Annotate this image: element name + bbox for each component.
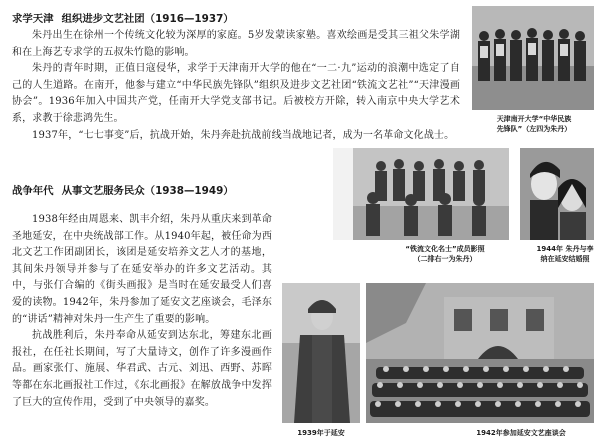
section1-heading [12, 10, 234, 25]
section1-subtitle: 组织进步文艺社团（1916—1937） [61, 13, 234, 25]
photo-yanan-1939 [282, 283, 360, 423]
section1-paragraph: 1937年，“七七事变”后，抗战开始，朱丹奔赴抗战前线当战地记者，成为一名革命文化战士。 [32, 129, 455, 141]
section1-title: 求学天津 [12, 13, 54, 25]
section2-title: 战争年代 [12, 185, 54, 197]
caption-line: （二排右一为朱丹） [413, 255, 477, 263]
caption-line: 1939年于延安 [297, 429, 345, 437]
caption-photo-tieliu [375, 244, 515, 264]
caption-line: 1942年参加延安文艺座谈会 [476, 429, 566, 437]
caption-line: 先锋队”（左四为朱丹） [496, 125, 572, 133]
section2-subtitle: 从事文艺服务民众（1938—1949） [61, 185, 234, 197]
section2-paragraph: 1938年经由周恩来、凯丰介绍，朱丹从重庆来到革命圣地延安，在中央统战部工作。从1940年起，被任命为西北文艺工作团副团长，该团是延安培养文艺人才的基地，其间朱丹领导并参与了在延安举办的许多文艺活动。其中，与张仃合编的《街头画报》是当时在延安最受人们喜爱的读物。1942年，朱丹参加了延安文艺座谈会，毛泽东的“讲话”精神对朱丹一生产生了重要的影响。 [12, 214, 272, 325]
caption-photo-wedding [530, 244, 600, 264]
section1-paragraph: 朱丹出生在徐州一个传统文化较为深厚的家庭。5岁发蒙读家塾。喜欢绘画是受其三祖父朱学湖和在上海艺专求学的五叔朱竹隐的影响。 [12, 30, 460, 58]
caption-photo-forum [446, 428, 596, 438]
caption-photo-1939 [282, 428, 360, 438]
photo-tieliu-group [333, 148, 509, 240]
caption-line: 1944年 朱丹与李 [536, 245, 594, 253]
caption-photo-nankai [468, 114, 600, 134]
photo-wedding-portrait [520, 148, 594, 240]
photo-yanan-forum-1942 [366, 283, 594, 423]
caption-line: 纳在延安结婚照 [540, 255, 590, 263]
section2-paragraph: 抗战胜利后，朱丹奉命从延安到达东北，筹建东北画报社，在任社长期间，写了大量诗文，创作了许多漫画作品。画家张仃、施展、华君武、古元、刘迅、西野、苏晖等都在东北画报社工作过，《东北画报》在解放战争中发挥了巨大的宣传作用，受到了中央领导的嘉奖。 [12, 330, 272, 408]
section2-heading [12, 182, 234, 197]
caption-line: “铁流文化名士”成员影照 [405, 245, 485, 253]
section1-body [12, 28, 460, 144]
photo-nankai-group [472, 6, 594, 110]
section1-paragraph: 朱丹的青年时期，正值日寇侵华，求学于天津南开大学的他在“一二·九”运动的浪潮中选定了自己的人生道路。在南开，他参与建立“中华民族先锋队”组织及进步文艺社团“铁流文艺社”“天津漫画协会”。1936年加入中国共产党，任南开大学党支部书记。后被校方开除，转入南京中央大学艺术系，求教于徐悲鸿先生。 [12, 63, 460, 124]
section2-body [12, 212, 272, 411]
caption-line: 天津南开大学“中华民族 [496, 115, 572, 123]
